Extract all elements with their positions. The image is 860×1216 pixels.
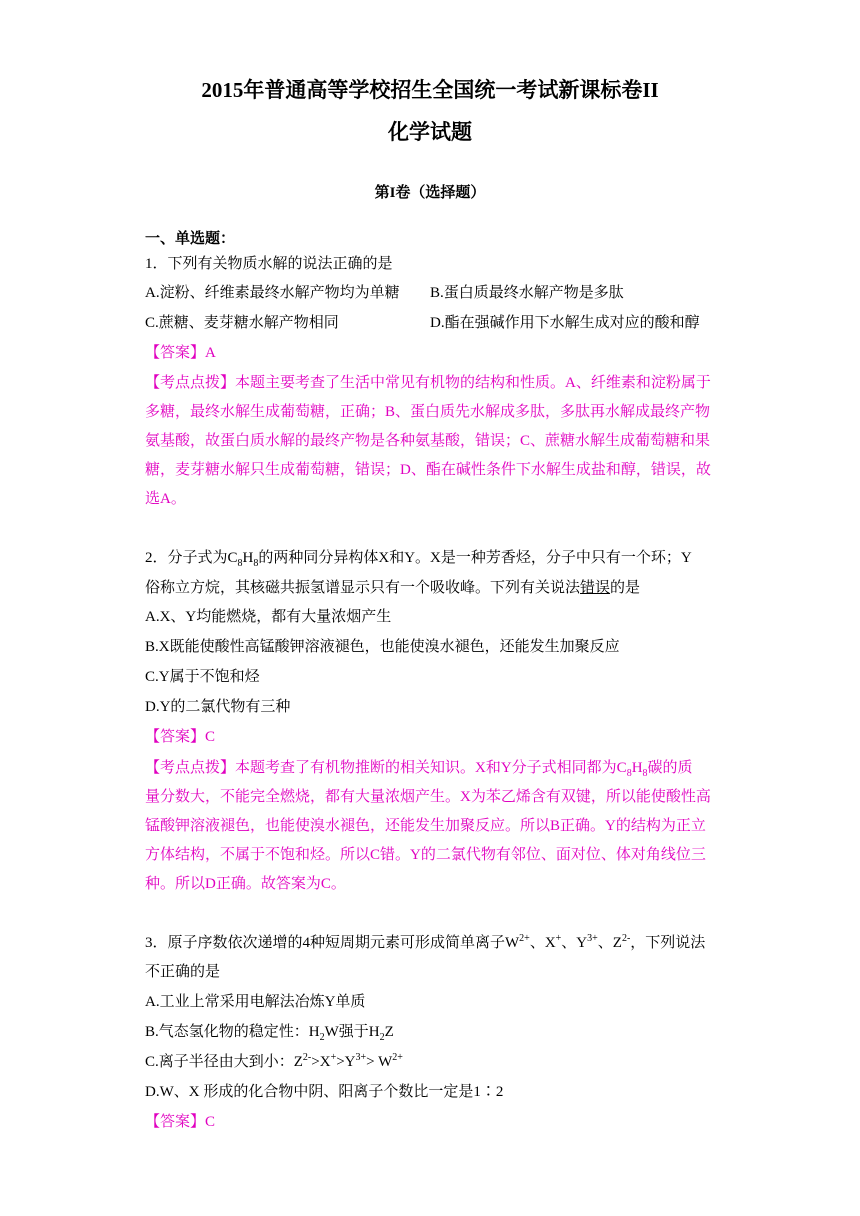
q2-option-c: C.Y属于不饱和烃 [145,669,260,685]
q1-option-b: B.蛋白质最终水解产物是多肽 [430,285,624,301]
q2-option-a: A.X、Y均能燃烧，都有大量浓烟产生 [145,609,392,625]
q3-option-b: B.气态氢化物的稳定性：$H_2W$强于$H_2Z$ [145,1024,394,1043]
section-heading: 一、单选题： [145,231,236,247]
q2-option-d: D.Y的二氯代物有三种 [145,699,291,715]
q1-analysis-line: 氨基酸，故蛋白质水解的最终产物是各种氨基酸，错误；C、蔗糖水解生成葡萄糖和果 [145,433,711,449]
q1-option-c: C.蔗糖、麦芽糖水解产物相同 [145,315,339,331]
q3-option-d: D.W、X 形成的化合物中阴、阳离子个数比一定是1∶2 [145,1084,504,1100]
q1-answer: 【答案】A [145,345,216,361]
q3-option-c: C.离子半径由大到小：$Z^{2-}>X^+>Y^{3+}> W^{2+}$ [145,1052,403,1070]
q3-stem-line-2: 不正确的是 [145,964,221,980]
q2-analysis-line: 锰酸钾溶液褪色，也能使溴水褪色，还能发生加聚反应。所以B正确。Y的结构为正立 [145,818,706,834]
q3-option-a: A.工业上常采用电解法冶炼Y单质 [145,994,366,1010]
q1-stem: 1．下列有关物质水解的说法正确的是 [145,256,393,272]
q2-analysis-line: 种。所以D正确。故答案为C。 [145,876,346,892]
underlined-keyword: 错误 [580,580,611,596]
q2-analysis-line: 量分数大，不能完全燃烧，都有大量浓烟产生。X为苯乙烯含有双键，所以能使酸性高 [145,789,711,805]
q2-analysis-line: 【考点点拨】本题考查了有机物推断的相关知识。X和Y分子式相同都为$C_8H_8$碳的质 [145,760,693,779]
exam-title: 2015年普通高等学校招生全国统一考试新课标卷II [201,78,659,102]
volume-heading: 第I卷（选择题） [374,185,486,201]
q3-stem-line-1: 3．原子序数依次递增的4种短周期元素可形成简单离子$W^{2+}$、X+、$Y^{3+}$、$Z^{2-}$，下列说法 [145,933,706,951]
q2-analysis-line: 方体结构，不属于不饱和烃。所以C错。Y的二氯代物有邻位、面对位、体对角线位三 [145,847,706,863]
q2-answer: 【答案】C [145,729,216,745]
q1-analysis-line: 【考点点拨】本题主要考查了生活中常见有机物的结构和性质。A、纤维素和淀粉属于 [145,375,711,391]
q2-stem-line-1: 2．分子式为$C_8H_8$的两种同分异构体X和Y。X是一种芳香烃，分子中只有一个环；Y [145,550,692,569]
q1-option-a: A.淀粉、纤维素最终水解产物均为单糖 [145,285,400,301]
q1-analysis-line: 糖，麦芽糖水解只生成葡萄糖，错误；D、酯在碱性条件下水解生成盐和醇，错误，故 [145,462,711,478]
q3-answer: 【答案】C [145,1114,216,1130]
q2-stem-line-2: 俗称立方烷，其核磁共振氢谱显示只有一个吸收峰。下列有关说法错误的是 [145,580,641,596]
q1-analysis-line: 选A。 [145,491,186,507]
q1-analysis-line: 多糖，最终水解生成葡萄糖，正确；B、蛋白质先水解成多肽，多肽再水解成最终产物 [145,404,711,420]
subject-title: 化学试题 [388,120,472,144]
q2-option-b: B.X既能使酸性高锰酸钾溶液褪色，也能使溴水褪色，还能发生加聚反应 [145,639,620,655]
q1-option-d: D.酯在强碱作用下水解生成对应的酸和醇 [430,315,700,331]
